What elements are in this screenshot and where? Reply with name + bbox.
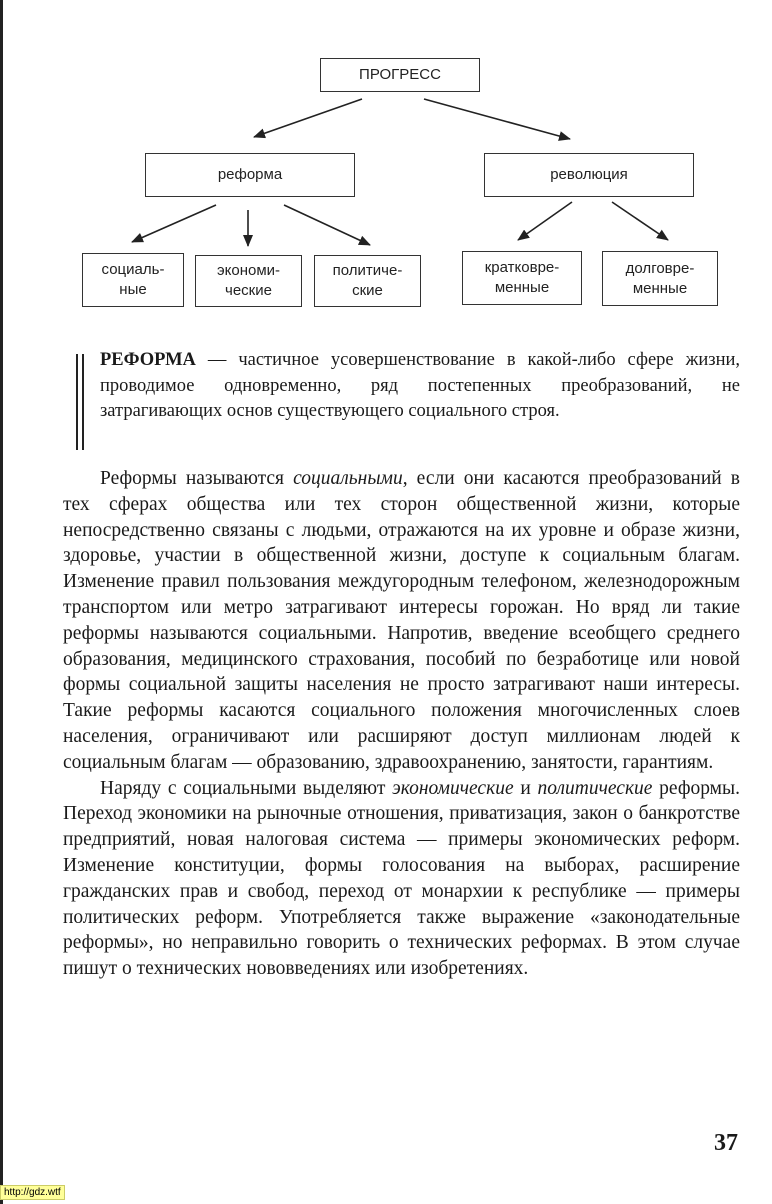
node-economic: экономи- ческие <box>195 255 302 307</box>
paragraph2-text-3: реформы. Переход экономики на рыночные отношения, приватизация, закон о банкротстве предприятий, новая налоговая система — примеры экономических реформ. Изменение конституции, формы голосования на выборах, расширение гражданских прав и свобод, переход от монархии к республике — примеры политических реформ. Употребляется также выражение «законодательные реформы», но неправильно говорить о технических реформах. В этом случае пишут о технических нововведениях или изобретениях. <box>63 777 740 980</box>
definition-block <box>76 348 740 425</box>
paragraph2-emphasis-economic: экономические <box>392 777 514 799</box>
node-short-term: кратковре- менные <box>462 251 582 305</box>
arrow-revolution-short <box>518 202 572 240</box>
node-political: политиче- ские <box>314 255 421 307</box>
page-number: 37 <box>714 1130 738 1156</box>
progress-diagram <box>0 0 772 320</box>
paragraph-social-reforms <box>63 466 740 776</box>
watermark-link[interactable]: http://gdz.wtf <box>0 1185 65 1200</box>
arrow-revolution-long <box>612 202 668 240</box>
node-reform: реформа <box>145 153 355 197</box>
paragraph2-text-1: Наряду с социальными выделяют <box>100 777 393 799</box>
node-revolution: революция <box>484 153 694 197</box>
definition-bars <box>76 354 84 450</box>
node-social: социаль- ные <box>82 253 184 307</box>
definition-text <box>100 348 740 425</box>
paragraph1-text-1: Реформы называются <box>100 468 294 489</box>
paragraph2-text-2: и <box>513 777 538 799</box>
paragraph1-emphasis-social: социальными <box>293 468 403 489</box>
definition-term: РЕФОРМА <box>100 350 196 370</box>
paragraph1-text-2: , если они касаются преобразований в тех сферах общества или тех сторон общественной жизни, которые непосредственно связаны с людьми, отражаются на их уровне и образе жизни, здоровье, участии в общественной жизни, доступе к социальным благам. Изменение правил пользования междугородным телефоном, железнодорожным транспортом или метро затрагивают интересы горожан. Но вряд ли такие реформы называются социальными. Напротив, введение всеобщего среднего образования, медицинского страхования, пособий по безработице или новой формы социальной защиты населения не просто затрагивают наши интересы. Такие реформы касаются социального положения многочисленных слоев населения, ограничивают или расширяют доступ миллионам людей к социальным благам — образованию, здравоохранению, занятости, гарантиям. <box>63 468 740 773</box>
paragraph2-emphasis-political: политические <box>537 777 653 799</box>
arrow-reform-political <box>284 205 370 245</box>
body-text <box>63 466 740 982</box>
node-progress: ПРОГРЕСС <box>320 58 480 92</box>
paragraph-economic-political-reforms <box>63 776 740 982</box>
arrow-progress-revolution <box>424 99 570 139</box>
arrow-reform-social <box>132 205 216 242</box>
node-long-term: долговре- менные <box>602 251 718 306</box>
arrow-progress-reform <box>254 99 362 137</box>
definition-body: — частичное усовершенствование в какой-либо сфере жизни, проводимое одновременно, ряд постепенных преобразований, не затрагивающих основ существующего социального строя. <box>100 350 740 421</box>
